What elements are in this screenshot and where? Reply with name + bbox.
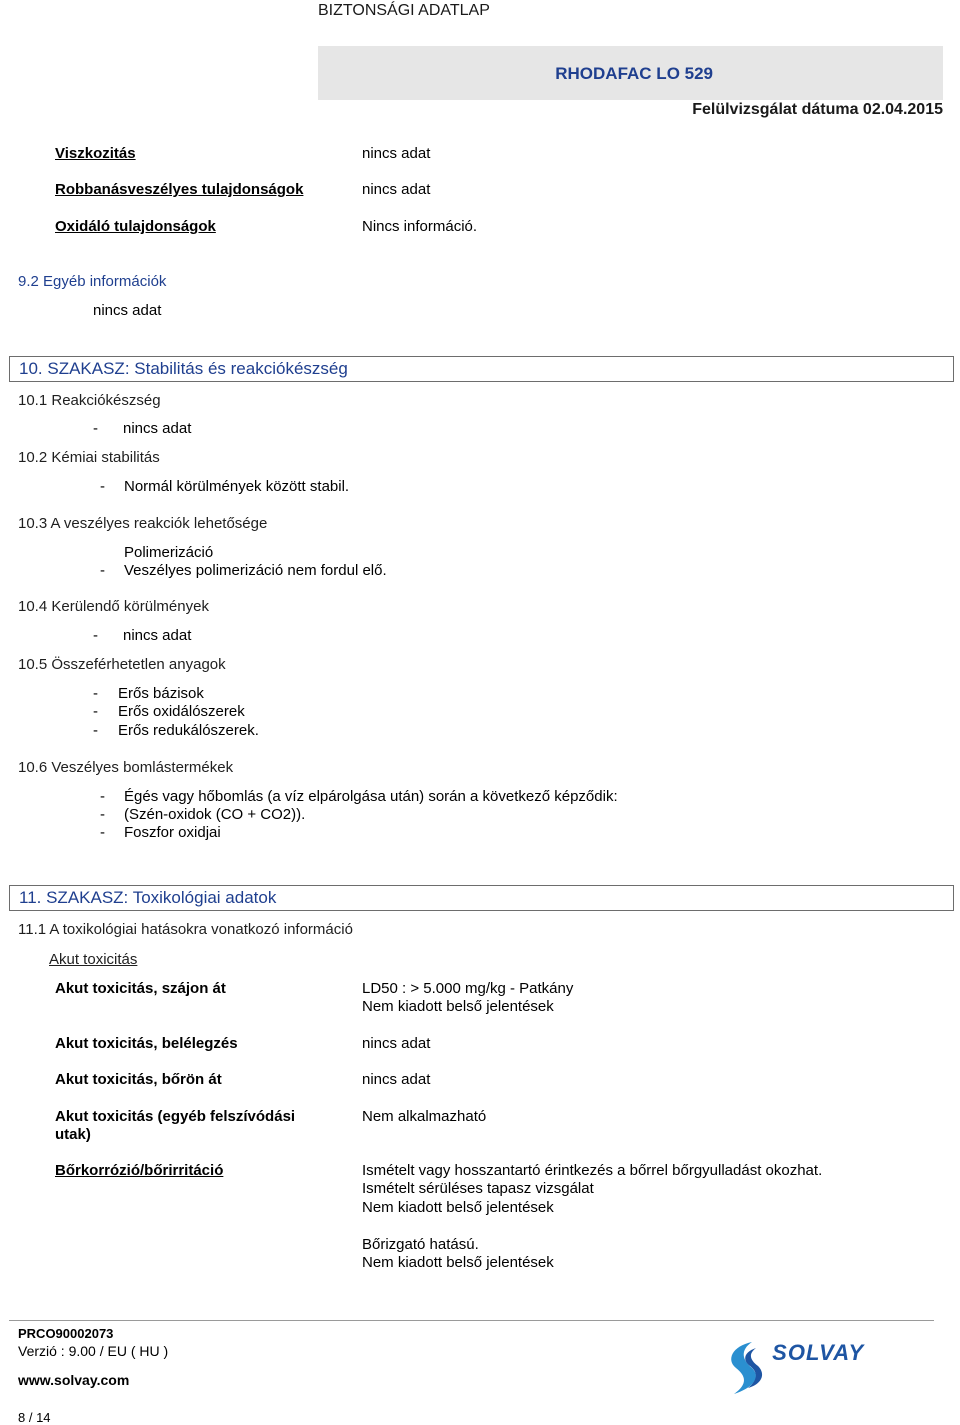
tox-label-other-routes-cont: utak) [55,1126,91,1143]
tox-value: Nem kiadott belső jelentések [362,998,554,1015]
subsection-11-1-title: 11.1 A toxikológiai hatásokra vonatkozó információ [18,921,353,938]
tox-value: Nem kiadott belső jelentések [362,1199,554,1216]
list-item: - (Szén-oxidok (CO + CO2)). [100,806,306,823]
prop-value-explosive: nincs adat [362,181,431,198]
footer-version: Verzió : 9.00 / EU ( HU ) [18,1343,169,1359]
tox-value: Ismételt sérüléses tapasz vizsgálat [362,1180,594,1197]
tox-label-oral: Akut toxicitás, szájon át [55,980,226,997]
subsection-10-2-title: 10.2 Kémiai stabilitás [18,449,160,466]
footer-divider [9,1320,934,1321]
tox-value: Nem kiadott belső jelentések [362,1254,554,1271]
product-name: RHODAFAC LO 529 [555,64,713,83]
tox-value: Ismételt vagy hosszantartó érintkezés a bőrrel bőrgyulladást okozhat. [362,1162,823,1179]
footer-website[interactable]: www.solvay.com [18,1372,130,1388]
subsection-10-5-title: 10.5 Összeférhetetlen anyagok [18,656,226,673]
list-item: - Normál körülmények között stabil. [100,478,350,495]
section-11-title: 11. SZAKASZ: Toxikológiai adatok [19,888,277,907]
list-item: - Foszfor oxidjai [100,824,221,841]
footer-page-number: 8 / 14 [18,1410,51,1425]
revision-date: Felülvizsgálat dátuma 02.04.2015 [692,101,943,118]
section-11-header [9,885,954,911]
tox-value: nincs adat [362,1035,431,1052]
solvay-logo [722,1338,864,1398]
tox-label-other-routes: Akut toxicitás (egyéb felszívódási [55,1108,296,1125]
tox-value: Nem alkalmazható [362,1108,487,1125]
solvay-swirl-icon [722,1338,768,1398]
list-item: - Erős oxidálószerek [93,703,245,720]
tox-value: LD50 : > 5.000 mg/kg - Patkány [362,980,574,997]
subsection-10-6-title: 10.6 Veszélyes bomlástermékek [18,759,234,776]
tox-label-inhalation: Akut toxicitás, belélegzés [55,1035,238,1052]
tox-value: Bőrizgató hatású. [362,1236,479,1253]
list-item: - nincs adat [93,627,192,644]
footer-product-code: PRCO90002073 [18,1326,114,1341]
logo-wordmark: SOLVAY [772,1339,865,1365]
list-item: - Erős bázisok [93,685,204,702]
acute-toxicity-heading: Akut toxicitás [49,951,138,968]
subsection-9-2-value: nincs adat [93,302,162,319]
subsection-10-3-title: 10.3 A veszélyes reakciók lehetősége [18,515,268,532]
prop-label-viscosity: Viszkozitás [55,145,136,162]
prop-label-oxidizing: Oxidáló tulajdonságok [55,218,216,235]
section-10-header [9,356,954,382]
tox-label-skin-irritation: Bőrkorrózió/bőrirritáció [55,1162,224,1179]
list-item: - Égés vagy hőbomlás (a víz elpárolgása után) során a következő képződik: [100,788,618,805]
tox-label-dermal: Akut toxicitás, bőrön át [55,1071,222,1088]
list-item: - nincs adat [93,420,192,437]
prop-label-explosive: Robbanásveszélyes tulajdonságok [55,181,304,198]
tox-value: nincs adat [362,1071,431,1088]
subhead-polymerization: Polimerizáció [124,544,214,561]
subsection-10-1-title: 10.1 Reakciókészség [18,392,161,409]
section-10-title: 10. SZAKASZ: Stabilitás és reakciókészség [19,359,348,378]
subsection-10-4-title: 10.4 Kerülendő körülmények [18,598,209,615]
prop-value-viscosity: nincs adat [362,145,431,162]
list-item: - Veszélyes polimerizáció nem fordul elő. [100,562,387,579]
list-item: - Erős redukálószerek. [93,722,259,739]
subsection-9-2-title: 9.2 Egyéb információk [18,273,167,290]
document-title: BIZTONSÁGI ADATLAP [318,2,490,19]
prop-value-oxidizing: Nincs információ. [362,218,478,235]
